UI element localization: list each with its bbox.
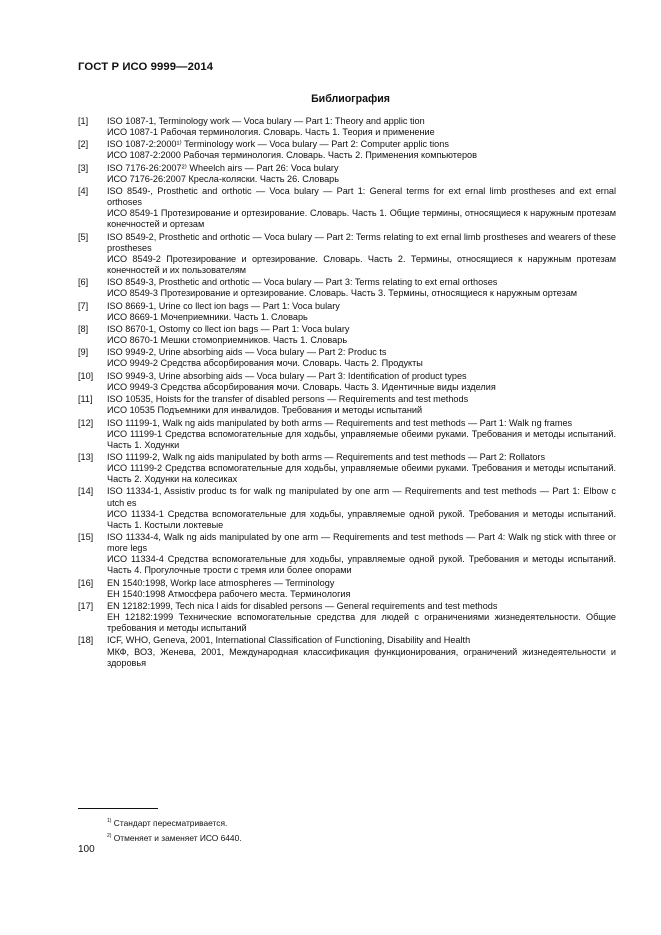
entry-translation: ИСО 11334-4 Средства вспомогательные для ходьбы, управляемые одной рукой. Требования и методы испытаний. Часть 4. Прогулочные трости с тремя или более опорами	[107, 554, 616, 576]
entry-text	[107, 635, 616, 668]
bibliography-entry	[78, 301, 616, 323]
entry-number: [11]	[78, 394, 93, 405]
bibliography-entry	[78, 601, 616, 634]
entry-text	[107, 347, 616, 369]
bibliography-entry	[78, 486, 616, 530]
entry-number: [12]	[78, 417, 94, 428]
bibliography-list	[78, 116, 616, 670]
entry-number: [3]	[78, 162, 89, 173]
entry-translation: ИСО 10535 Подъемники для инвалидов. Требования и методы испытаний	[107, 405, 423, 416]
entry-number: [8]	[78, 324, 89, 334]
entry-number: [10]	[78, 370, 94, 381]
entry-text	[107, 277, 616, 299]
entry-text	[107, 371, 616, 393]
footnote-mark: 2)	[107, 832, 112, 839]
entry-translation: ИСО 8670-1 Мешки стомоприемников. Часть 1. Словарь	[107, 335, 348, 346]
entry-reference: ISO 11199-1, Walk ng aids manipulated by both arms — Requirements and test methods — Part 1: Walk ng frames	[107, 417, 573, 428]
entry-reference: EN 1540:1998, Workp lace atmospheres — Terminology	[107, 577, 335, 588]
entry-reference: ISO 8670-1, Ostomy co llect ion bags — Part 1: Voca bulary	[107, 324, 350, 334]
entry-number: [9]	[78, 347, 89, 358]
entry-number: [15]	[78, 532, 94, 542]
page-number: 100	[78, 844, 95, 855]
entry-text	[107, 486, 616, 530]
footnote-text: Отменяет и заменяет ИСО 6440.	[113, 832, 242, 843]
entry-number: [16]	[78, 577, 94, 588]
entry-number: [7]	[78, 300, 89, 311]
entry-translation: ИСО 9949-2 Средства абсорбирования мочи. Словарь. Часть 2. Продукты	[107, 358, 423, 369]
entry-reference: ISO 8549-3, Prosthetic and orthotic — Voca bulary — Part 3: Terms relating to ext ernal orthoses	[107, 277, 498, 288]
entry-translation: ЕН 12182:1999 Технические вспомогательные средства для людей с ограничениями жизнедеятельности. Общие требования и методы испытаний	[107, 612, 616, 634]
entry-number: [13]	[78, 451, 94, 462]
entry-translation: ИСО 8549-1 Протезирование и ортезирование. Словарь. Часть 1. Общие термины, относящиеся к наружным протезам конечностей и ортезам	[107, 208, 616, 230]
bibliography-entry	[78, 347, 616, 369]
entry-text	[107, 163, 616, 185]
entry-number: [6]	[78, 277, 89, 288]
bibliography-entry	[78, 394, 616, 416]
entry-reference: ISO 7176-26:2007²⁾ Wheelch airs — Part 26: Voca bulary	[107, 162, 339, 173]
footnote-mark: 1)	[107, 818, 112, 824]
bibliography-entry	[78, 116, 616, 138]
bibliography-entry	[78, 232, 616, 276]
entry-translation: ИСО 8669-1 Мочеприемники. Часть 1. Словарь	[107, 311, 308, 322]
entry-translation: ИСО 11334-1 Средства вспомогательные для ходьбы, управляемые одной рукой. Требования и методы испытаний. Часть 1. Костыли локтевые	[107, 508, 616, 530]
entry-number: [17]	[78, 600, 94, 611]
entry-reference: ISO 8669-1, Urine co llect ion bags — Part 1: Voca bulary	[107, 300, 340, 311]
entry-number: [1]	[78, 116, 89, 126]
entry-reference: ISO 11199-2, Walk ng aids manipulated by both arms — Requirements and test methods — Part 2: Rollators	[107, 451, 546, 462]
entry-number: [2]	[78, 139, 89, 150]
entry-number: [4]	[78, 186, 89, 197]
entry-text	[107, 232, 616, 276]
entry-text	[107, 601, 616, 634]
entry-translation: ЕН 1540:1998 Атмосфера рабочего места. Терминология	[107, 588, 351, 599]
bibliography-entry	[78, 277, 616, 299]
entry-translation: ИСО 1087-2:2000 Рабочая терминология. Словарь. Часть 2. Применения компьютеров	[107, 150, 477, 161]
entry-reference: ISO 10535, Hoists for the transfer of disabled persons — Requirements and test methods	[107, 394, 469, 405]
entry-translation: ИСО 8549-3 Протезирование и ортезирование. Словарь. Часть 3. Термины, относящиеся к наружным ортезам	[107, 288, 578, 299]
entry-translation: ИСО 9949-3 Средства абсорбирования мочи. Словарь. Часть 3. Идентичные виды изделия	[107, 381, 496, 392]
entry-translation: ИСО 11199-1 Средства вспомогательные для ходьбы, управляемые обеими руками. Требования и методы испытаний. Часть 1. Ходунки	[107, 428, 616, 450]
entry-text	[107, 452, 616, 485]
entry-reference: ISO 11334-4, Walk ng aids manipulated by one arm — Requirements and test methods — Part 4: Walk ng stick with three or more legs	[107, 532, 616, 554]
entry-reference: ISO 1087-1, Terminology work — Voca bulary — Part 1: Theory and applic tion	[107, 116, 425, 126]
footnote-text: Стандарт пересматривается.	[113, 818, 228, 828]
bibliography-entry	[78, 578, 616, 600]
entry-reference: ISO 11334-1, Assistiv produc ts for walk ng manipulated by one arm — Requirements and test methods — Part 1: Elbow c utch es	[107, 486, 616, 508]
bibliography-entry	[78, 635, 616, 668]
entry-text	[107, 301, 616, 323]
entry-text	[107, 532, 616, 576]
entry-reference: ISO 8549-2, Prosthetic and orthotic — Voca bulary — Part 2: Terms relating to ext ernal limb prostheses and wearers of these prostheses	[107, 231, 616, 253]
entry-translation: ИСО 11199-2 Средства вспомогательные для ходьбы, управляемые обеими руками. Требования и методы испытаний. Часть 2. Ходунки на колесиках	[107, 463, 616, 485]
entry-number: [5]	[78, 231, 89, 242]
section-title: Библиография	[311, 93, 390, 105]
bibliography-entry	[78, 452, 616, 485]
bibliography-entry	[78, 186, 616, 230]
entry-reference: ISO 8549-, Prosthetic and orthotic — Voca bulary — Part 1: General terms for ext ernal limb prostheses and ext ernal orthoses	[107, 186, 616, 208]
entry-text	[107, 418, 616, 451]
entry-text	[107, 186, 616, 230]
entry-translation: ИСО 1087-1 Рабочая терминология. Словарь. Часть 1. Теория и применение	[107, 127, 435, 138]
entry-reference: EN 12182:1999, Tech nica l aids for disabled persons — General requirements and test methods	[107, 600, 498, 611]
entry-text	[107, 139, 616, 161]
entry-translation: ИСО 8549-2 Протезирование и ортезирование. Словарь. Часть 2. Термины, относящиеся к наружным протезам конечностей и их пользователям	[107, 253, 616, 275]
bibliography-entry	[78, 163, 616, 185]
entry-number: [14]	[78, 486, 94, 497]
bibliography-entry	[78, 139, 616, 161]
entry-text	[107, 578, 616, 600]
entry-translation: ИСО 7176-26:2007 Кресла-коляски. Часть 26. Словарь	[107, 173, 340, 184]
entry-text	[107, 116, 616, 138]
entry-reference: ISO 1087-2:2000¹⁾ Terminology work — Voca bulary — Part 2: Computer applic tions	[107, 139, 449, 150]
entry-reference: ICF, WHO, Geneva, 2001, International Classification of Functioning, Disability and Health	[107, 635, 471, 646]
footnote-separator	[78, 808, 158, 809]
bibliography-entry	[78, 532, 616, 576]
entry-text	[107, 324, 616, 346]
entry-text	[107, 394, 616, 416]
footnotes	[107, 815, 242, 844]
document-header: ГОСТ Р ИСО 9999—2014	[78, 61, 214, 73]
entry-translation: МКФ, ВОЗ, Женева, 2001, Международная классификация функционирования, ограничений жизнедеятельности и здоровья	[107, 646, 616, 668]
bibliography-entry	[78, 371, 616, 393]
entry-number: [18]	[78, 635, 94, 646]
footnote	[107, 815, 242, 830]
footnote	[107, 830, 242, 845]
entry-reference: ISO 9949-3, Urine absorbing aids — Voca bulary — Part 3: Identification of product types	[107, 370, 467, 381]
entry-reference: ISO 9949-2, Urine absorbing aids — Voca bulary — Part 2: Produc ts	[107, 347, 387, 358]
bibliography-entry	[78, 324, 616, 346]
bibliography-entry	[78, 418, 616, 451]
